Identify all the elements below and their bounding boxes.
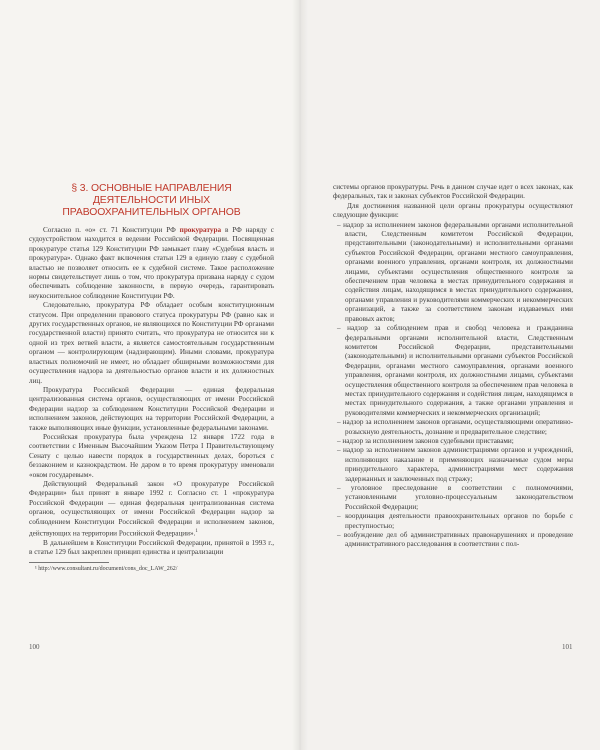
paragraph-5	[29, 480, 274, 539]
footnote: ¹ http://www.consultant.ru/document/cons_doc_LAW_262/	[35, 565, 178, 572]
right-paragraph-2: Для достижения названной цели органы прокуратуры осуществляют следующие функции:	[333, 201, 573, 220]
right-column	[333, 183, 573, 550]
paragraph-3: Прокуратура Российской Федерации — единая федеральная централизованная система органов, осуществляющих от имени Российской Федерации надзор за соблюдением Конституции Российской Федерации и исполнением законов, действующих на территории Российской Федерации, а также выполняющих иные функции, установленные федеральными законами.	[29, 385, 274, 432]
emphasis-prokuratura: прокуратура	[179, 226, 222, 234]
paragraph-4: Российская прокуратура была учреждена 12 января 1722 года в соответствии с Именным Высочайшим Указом Петра I Правительствующему Сенату с целью навести порядок в государственных делах, бороться с беззаконием и казнокрадством. Не даром в то время прокуратуру именовали «оком государевым».	[29, 432, 274, 479]
footnote-divider	[29, 562, 109, 563]
list-item: – надзор за исполнением законов федеральными органами исполнительной власти, Следственным комитетом Российской Федерации, представительными (законодательными) и исполнительными органами субъектов Российской Федерации, органами местного самоуправления, органами военного управления, органами контроля, их должностными лицами, субъектами осуществления общественного контроля за обеспечением прав человека в местах принудительного содержания и содействия лицам, находящимся в местах принудительного содержания, органами управления и руководителями коммерческих и некоммерческих организаций, а также за соответствием законам издаваемых ими правовых актов;	[333, 221, 573, 324]
paragraph-2: Следовательно, прокуратура РФ обладает особым конституционным статусом. При определении правового статуса прокуратуры РФ (равно как и других государственных органов, не являющихся по Конституции РФ органами государственной власти) принято считать, что прокуратура не относится ни к одной из трех ветвей власти, а является самостоятельным государственным органом — контролирующим (надзирающим). Иными словами, прокуратура властных полномочий не имеет, но обладает обширными возможностями для осуществления надзора за деятельностью органов власти и их должностных лиц.	[29, 301, 274, 385]
list-item: – надзор за исполнением законов судебными приставами;	[333, 437, 573, 446]
list-item: – надзор за исполнением законов администрациями органов и учреждений, исполняющих наказание и применяющих назначаемые судом меры принудительного характера, администрациями мест содержания задержанных и заключенных под стражу;	[333, 446, 573, 484]
p1-rest: в РФ наряду с судоустройством находится в ведении Российской Федерации. Посвященная прокуратуре статья 129 Конституции РФ замыкает главу «Судебная власть и прокуратура». Однако факт включения статьи 129 в единую главу с судебной властью не позволяет относить ее к судебной системе. Такое расположение нормы свидетельствует лишь о том, что прокуратура призвана наряду с судом обеспечивать соблюдение законности, в первую очередь, гарантировать неукоснительное соблюдение Конституции РФ.	[29, 226, 274, 300]
page-number-right: 101	[562, 643, 573, 651]
list-item: – надзор за соблюдением прав и свобод человека и гражданина федеральными органами исполнительной власти, Следственным комитетом Российской Федерации, представительными (законодательными) и исполнительными органами субъектов Российской Федерации, органами местного самоуправления, органами военного управления, органами контроля, их должностными лицами, субъектами осуществления общественного контроля за обеспечением прав человека в местах принудительного содержания и содействия лицам, находящимся в местах принудительного содержания, а также органами управления и руководителями коммерческих и некоммерческих организаций;	[333, 324, 573, 418]
paragraph-1	[29, 226, 274, 301]
book-gutter	[292, 0, 308, 750]
page-number-left: 100	[29, 643, 40, 651]
functions-list	[333, 221, 573, 550]
footnote-marker: 1	[195, 529, 198, 534]
paragraph-6: В дальнейшем в Конституции Российской Федерации, принятой в 1993 г., в статье 129 был закреплен принцип единства и централизации	[29, 538, 274, 557]
list-item: – уголовное преследование в соответствии с полномочиями, установленными уголовно-процессуальным законодательством Российской Федерации;	[333, 484, 573, 512]
list-item: – надзор за исполнением законов органами, осуществляющими оперативно-розыскную деятельность, дознание и предварительное следствие;	[333, 418, 573, 437]
list-item: – возбуждение дел об административных правонарушениях и проведение административного расследования в соответствии с пол-	[333, 531, 573, 550]
list-item: – координация деятельности правоохранительных органов по борьбе с преступностью;	[333, 512, 573, 531]
p1-start: Согласно п. «о» ст. 71 Конституции РФ	[43, 226, 180, 234]
p5-text: Действующий Федеральный закон «О прокуратуре Российской Федерации» был принят в январе 1992 г. Согласно ст. 1 «прокуратура Российской Федерации — единая федеральная централизованная система органов, осуществляющих от имени Российской Федерации надзор за соблюдением Конституции Российской Федерации и исполнением законов, действующих на территории Российской Федерации».	[29, 479, 274, 538]
right-paragraph-1: системы органов прокуратуры. Речь в данном случае идет о всех законах, как федеральных, так и законах субъектов Российской Федерации.	[333, 183, 573, 201]
section-heading: § 3. ОСНОВНЫЕ НАПРАВЛЕНИЯ ДЕЯТЕЛЬНОСТИ ИНЫХ ПРАВООХРАНИТЕЛЬНЫХ ОРГАНОВ	[62, 183, 241, 218]
left-column	[29, 183, 274, 573]
